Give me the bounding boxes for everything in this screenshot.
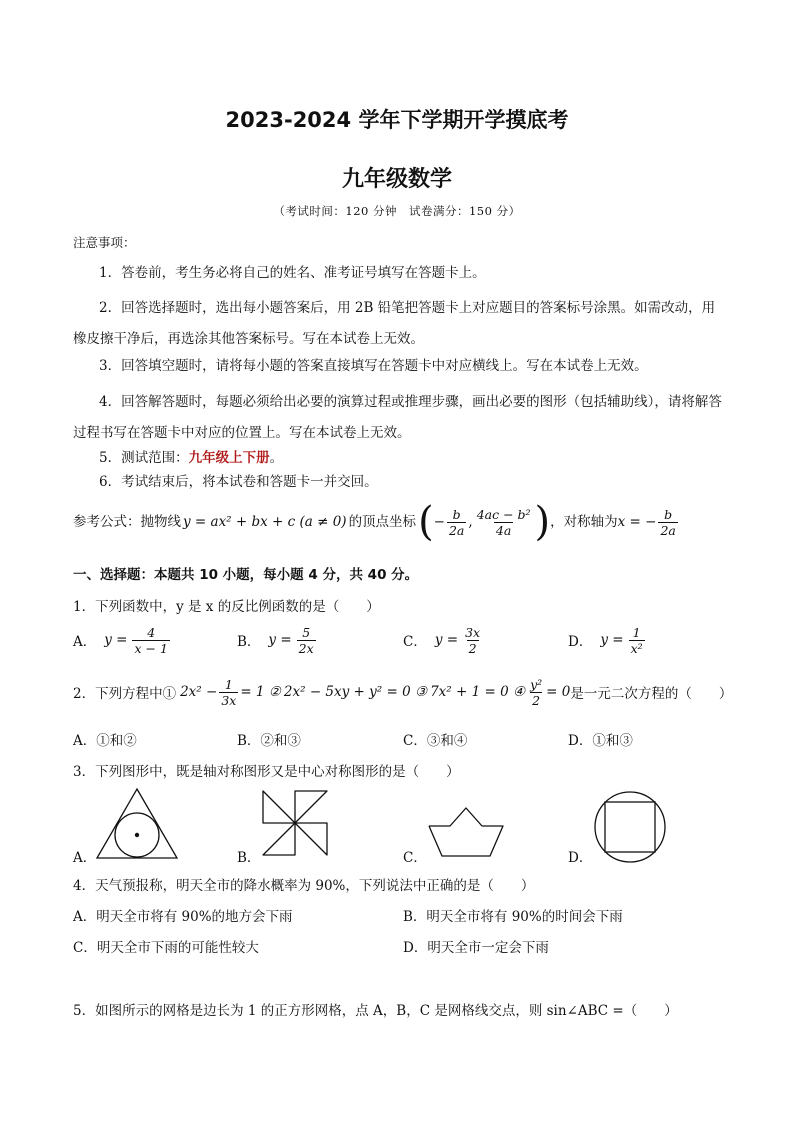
q1-option-d [568,620,647,660]
question-5-stem: 5．如图所示的网格是边长为 1 的正方形网格，点 A，B，C 是网格线交点，则 sin∠ABC =（ ） [73,1003,678,1019]
q1-option-c-lhs: y = [434,632,459,648]
q1-b-den: 2x [298,640,314,656]
q2-prefix: 2．下列方程中① [73,686,177,702]
q2-eq1-den: 3x [221,692,237,708]
vertex-y-fraction [475,507,533,538]
section-heading: 一、选择题：本题共 10 小题，每小题 4 分，共 40 分。 [73,567,419,583]
q1-option-d-fraction [629,625,645,656]
figure-d-circle-square [592,789,668,865]
q1-option-a-fraction [132,625,169,656]
exam-title: 2023-2024 学年下学期开学摸底考 [225,108,569,132]
q1-b-num: 5 [302,624,311,640]
q2-option-c: C．③和④ [403,733,468,749]
note-item-5-suffix: 。 [269,450,284,466]
q1-a-num: 4 [147,624,156,640]
q2-eq4-den: 2 [532,692,541,708]
note-item-3: 3．回答填空题时，请将每小题的答案直接填写在答题卡中对应横线上。写在本试卷上无效。 [99,358,648,374]
q1-option-b [237,620,318,660]
note-item-6: 6．考试结束后，将本试卷和答题卡一并交回。 [99,474,378,490]
q4-option-d: D．明天全市一定会下雨 [403,940,549,956]
axis-lhs: x = − [617,514,657,530]
q1-option-c [403,620,484,660]
q1-option-d-lhs: y = [600,632,624,648]
note-item-4: 4．回答解答题时，每题必须给出必要的演算过程或推理步骤，画出必要的图形（包括辅助线），请将解答过程书写在答题卡中对应的位置上。写在本试卷上无效。 [73,394,722,441]
q2-option-b: B．②和③ [237,733,301,749]
vertex-y-num: 4ac − b² [476,506,531,522]
q1-option-c-fraction [463,625,482,656]
q1-option-a-label: A． [73,634,97,650]
figure-b-pinwheel [258,786,332,860]
q2-option-a: A．①和② [73,733,137,749]
q1-d-den: x² [630,640,643,656]
q1-option-d-label: D． [568,634,593,650]
q4-option-a: A．明天全市将有 90%的地方会下雨 [73,909,293,925]
q3-option-b-label: B． [237,850,261,866]
q1-option-a [73,620,172,660]
test-range: 九年级上下册 [188,450,270,466]
q1-d-num: 1 [632,624,641,640]
q4-option-b: B．明天全市将有 90%的时间会下雨 [403,909,623,925]
q1-option-b-label: B． [237,634,261,650]
question-4-stem: 4．天气预报称，明天全市的降水概率为 90%，下列说法中正确的是（ ） [73,878,535,894]
note-item-5-prefix: 5．测试范围： [99,450,189,466]
q2-eq2: 2x² − 5xy + y² = 0 ③ [283,684,428,700]
vertex-x-num: b [452,506,461,522]
axis-fraction [658,507,677,538]
q1-option-b-lhs: y = [268,632,292,648]
vertex-x-den: 2a [448,522,465,538]
vertex-x-sign: − [433,514,445,530]
q2-eq3: 7x² + 1 = 0 ④ [430,684,526,700]
left-paren: ( [418,499,434,545]
axis-num: b [664,506,673,522]
q2-option-d: D．①和③ [568,733,633,749]
vertex-label: 的顶点坐标 [348,514,417,530]
q3-option-c-label: C． [403,850,427,866]
note-item-5 [99,448,283,468]
q1-option-b-fraction [297,625,316,656]
question-1-stem: 1．下列函数中，y 是 x 的反比例函数的是（ ） [73,599,380,615]
question-3-stem: 3．下列图形中，既是轴对称图形又是中心对称图形的是（ ） [73,764,460,780]
q4-option-c: C．明天全市下雨的可能性较大 [73,940,259,956]
q1-c-num: 3x [465,624,481,640]
exam-subject: 九年级数学 [341,167,452,192]
q2-eq1-a: 2x² − [180,684,218,700]
q2-eq4-fraction [528,677,544,708]
q1-option-c-label: C． [403,634,427,650]
note-item-1: 1．答卷前，考生务必将自己的姓名、准考证号填写在答题卡上。 [99,265,486,281]
q1-a-den: x − 1 [134,640,168,656]
q1-c-den: 2 [468,640,477,656]
vertex-comma: , [468,514,473,530]
axis-den: 2a [660,522,676,538]
vertex-x-fraction [447,507,466,538]
q3-option-d-label: D． [568,850,593,866]
q2-eq1-b: = 1 ② [240,684,281,700]
reference-formula [73,500,680,544]
figure-a-triangle-incircle [94,786,180,862]
q2-eq1-num: 1 [224,676,233,692]
q2-eq4-b: = 0 [546,684,571,700]
q2-eq1-fraction [219,677,238,708]
notes-heading: 注意事项： [73,235,136,250]
parabola-expression: y = ax² + bx + c (a ≠ 0) [183,514,347,530]
vertex-y-den: 4a [495,522,512,538]
q2-eq4-num: y² [530,676,543,692]
figure-c-boat [424,804,508,860]
q3-option-a-label: A． [73,850,97,866]
formula-prefix: 参考公式：抛物线 [73,514,181,530]
note-item-2: 2．回答选择题时，选出每小题答案后，用 2B 铅笔把答题卡上对应题目的答案标号涂黑。如需改动，用橡皮擦干净后，再选涂其他答案标号。写在本试卷上无效。 [73,300,716,347]
question-2-stem [73,671,732,713]
exam-info: （考试时间：120 分钟 试卷满分：150 分） [273,204,521,218]
right-paren: ) [534,499,551,545]
q1-option-a-lhs: y = [104,632,128,648]
axis-label: ，对称轴为 [550,514,618,530]
q2-suffix: 是一元二次方程的（ ） [570,686,733,702]
